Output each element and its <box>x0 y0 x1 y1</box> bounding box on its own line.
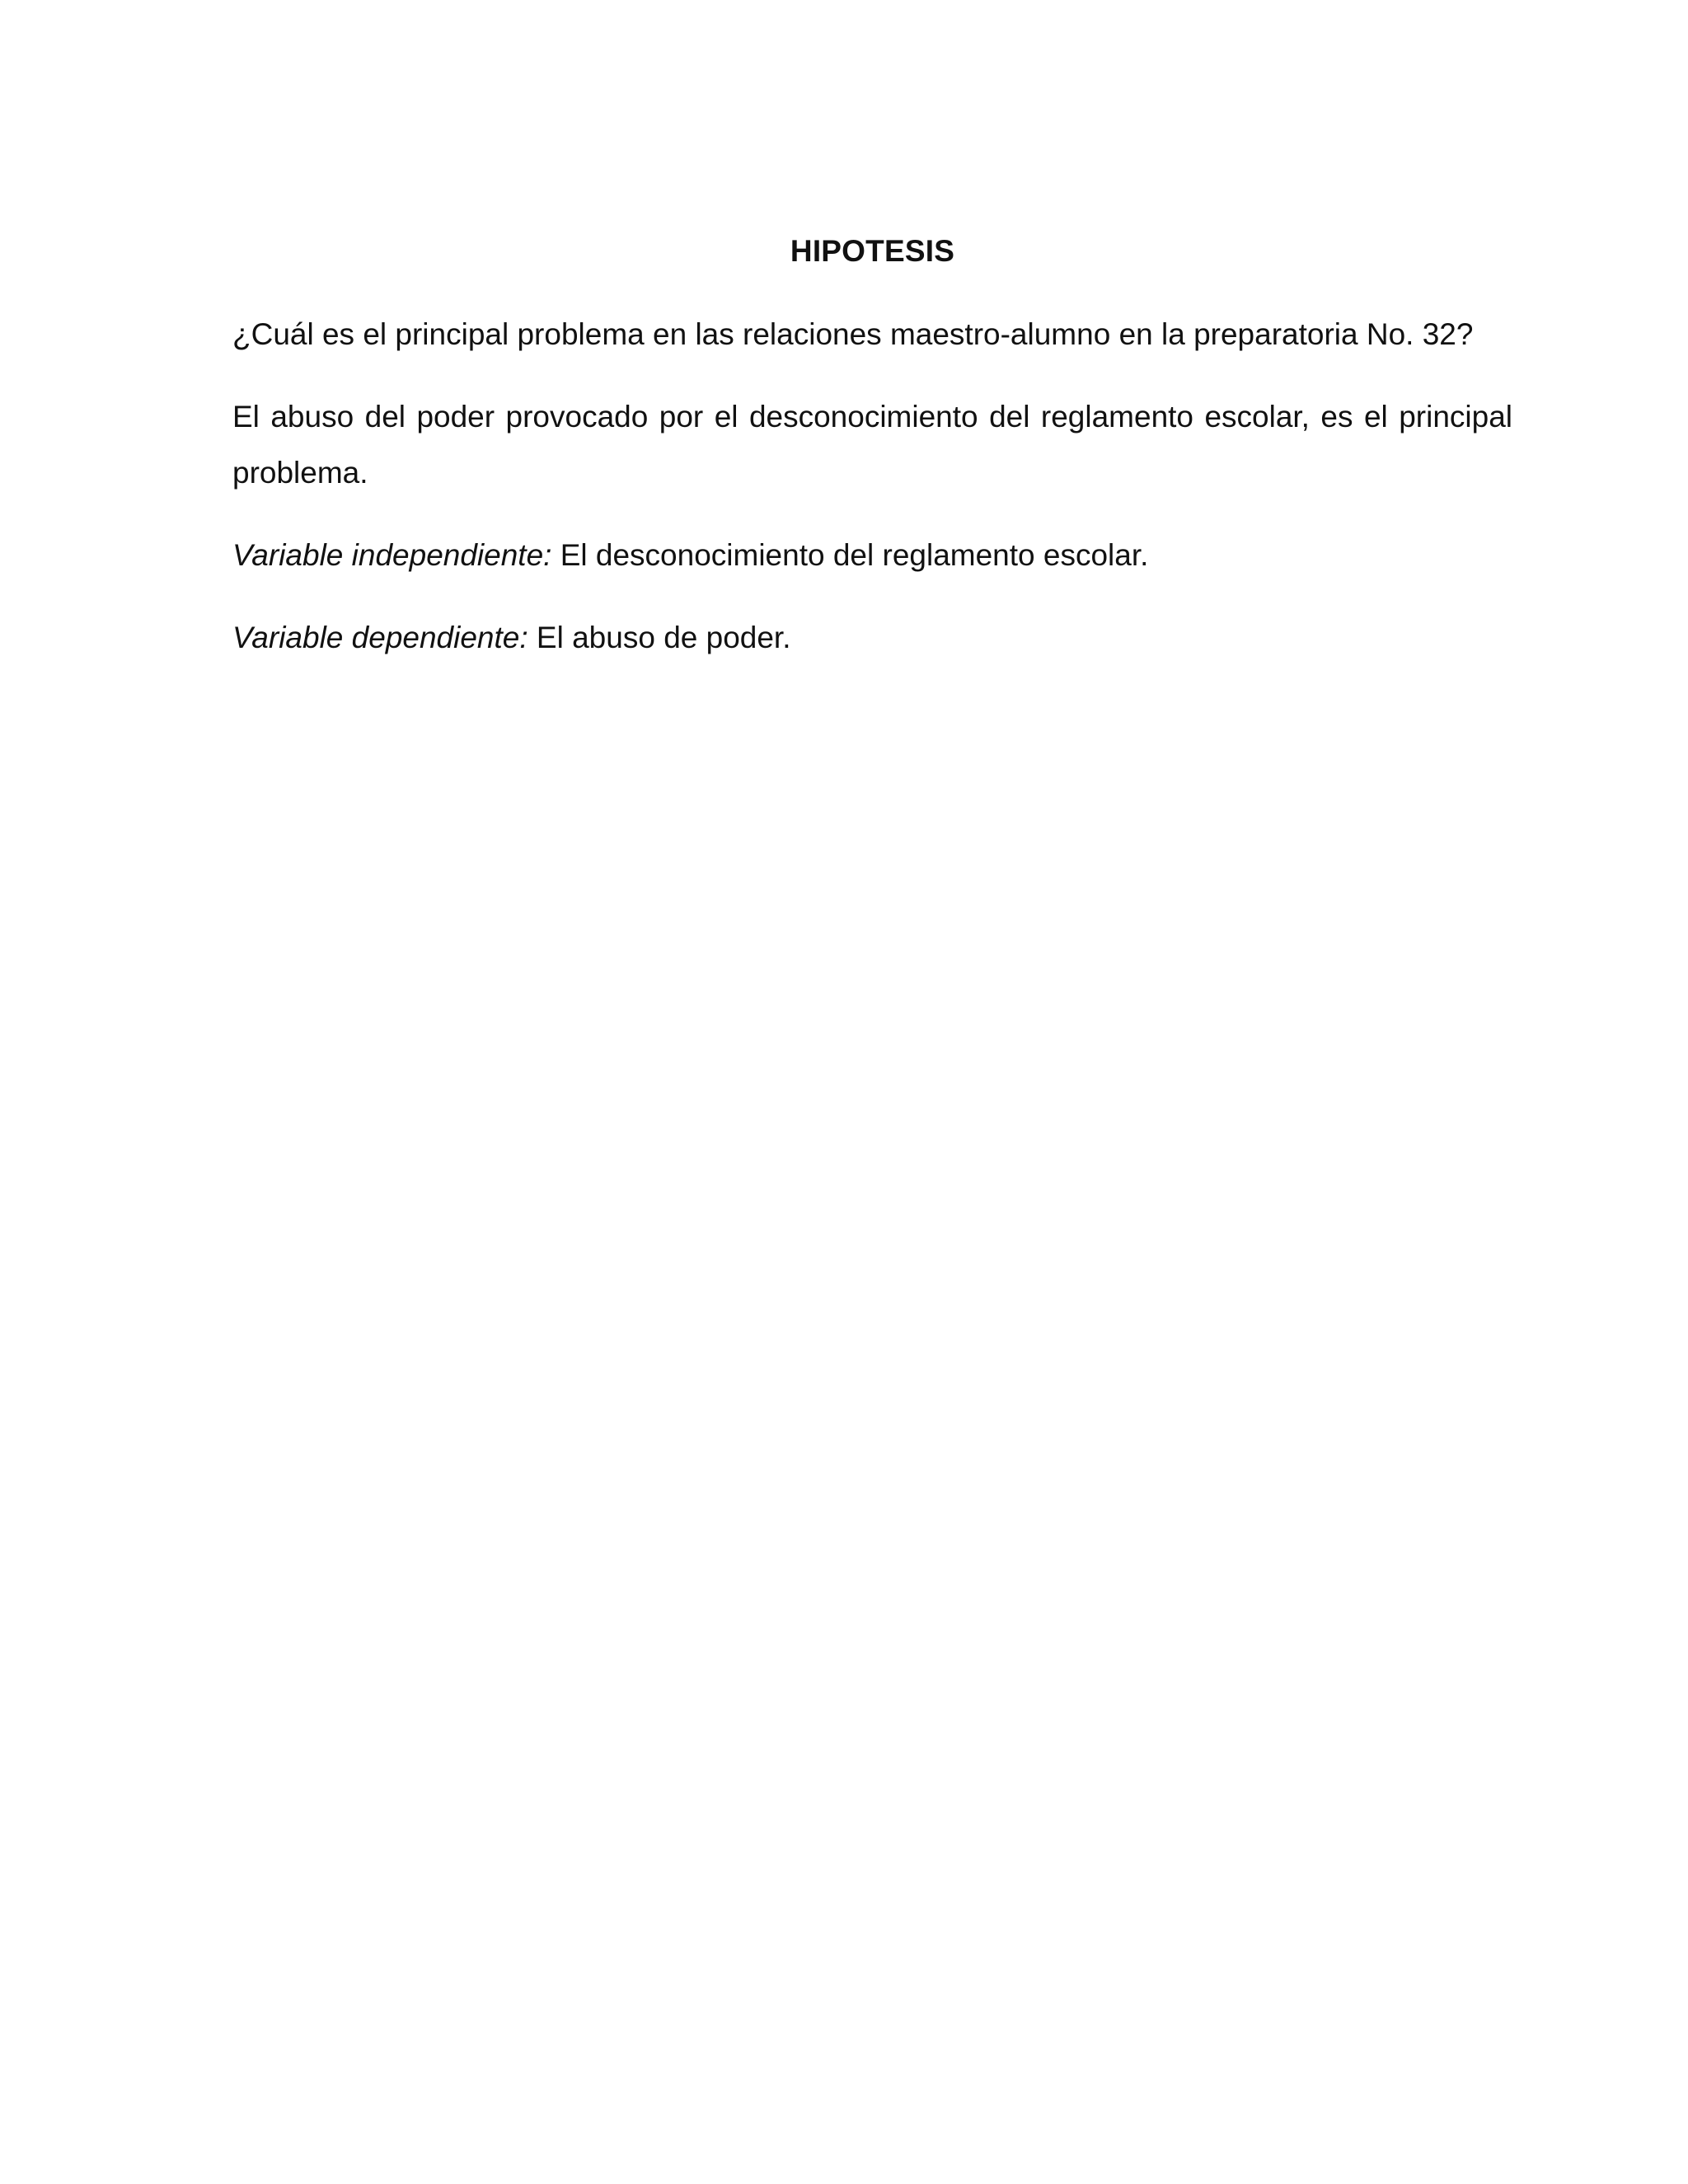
dependent-variable-text: El abuso de poder. <box>528 621 791 654</box>
document-body <box>232 232 1512 666</box>
dependent-variable-paragraph <box>232 610 1512 666</box>
independent-variable-label: Variable independiente: <box>232 538 552 572</box>
independent-variable-paragraph <box>232 527 1512 583</box>
independent-variable-text: El desconocimiento del reglamento escolar. <box>551 538 1149 572</box>
research-question-paragraph: ¿Cuál es el principal problema en las relaciones maestro-alumno en la preparatoria No. 32? <box>232 317 1474 351</box>
dependent-variable-label: Variable dependiente: <box>232 621 528 654</box>
hypothesis-paragraph: El abuso del poder provocado por el desconocimiento del reglamento escolar, es el principal problema. <box>232 400 1512 490</box>
page-title: HIPOTESIS <box>790 234 955 268</box>
